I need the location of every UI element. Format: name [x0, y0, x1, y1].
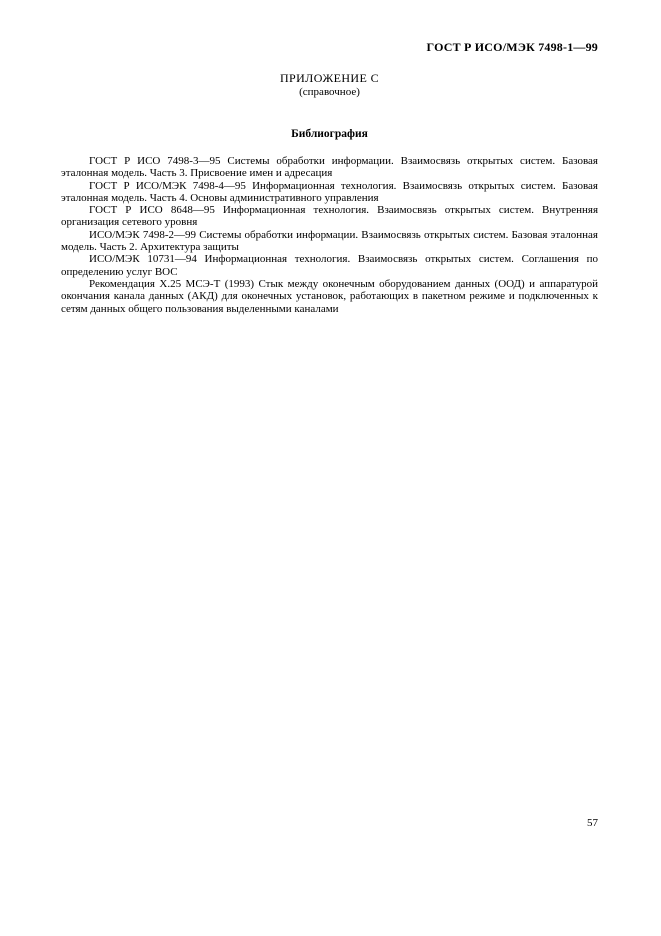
bibliography-entry: ГОСТ Р ИСО/МЭК 7498-4—95 Информационная технология. Взаимосвязь открытых систем. Базовая эталонная модель. Часть 4. Основы административного управления: [61, 179, 598, 204]
bibliography-entry: ИСО/МЭК 7498-2—99 Системы обработки информации. Взаимосвязь открытых систем. Базовая эталонная модель. Часть 2. Архитектура защиты: [61, 228, 598, 254]
page-content: [61, 40, 598, 315]
appendix-subtitle: (справочное): [299, 86, 360, 98]
page-number: 57: [587, 817, 598, 829]
bibliography-entry: ГОСТ Р ИСО 7498-3—95 Системы обработки информации. Взаимосвязь открытых систем. Базовая эталонная модель. Часть 3. Присвоение имен и адресация: [61, 155, 598, 180]
appendix-title: ПРИЛОЖЕНИЕ С: [279, 71, 380, 85]
section-title: Библиография: [291, 128, 368, 140]
bibliography-entry: ИСО/МЭК 10731—94 Информационная технология. Взаимосвязь открытых систем. Соглашения по определению услуг ВОС: [61, 253, 598, 278]
doc-code-header: ГОСТ Р ИСО/МЭК 7498-1—99: [426, 40, 598, 54]
bibliography-entry: ГОСТ Р ИСО 8648—95 Информационная технология. Взаимосвязь открытых систем. Внутренняя организация сетевого уровня: [61, 204, 598, 229]
bibliography-list: [61, 155, 598, 315]
bibliography-entry: Рекомендация X.25 МСЭ-Т (1993) Стык между оконечным оборудованием данных (ООД) и аппаратурой окончания канала данных (АКД) для оконечных установок, работающих в пакетном режиме и подключенных к сетям данных общего пользования выделенными каналами: [61, 277, 598, 315]
